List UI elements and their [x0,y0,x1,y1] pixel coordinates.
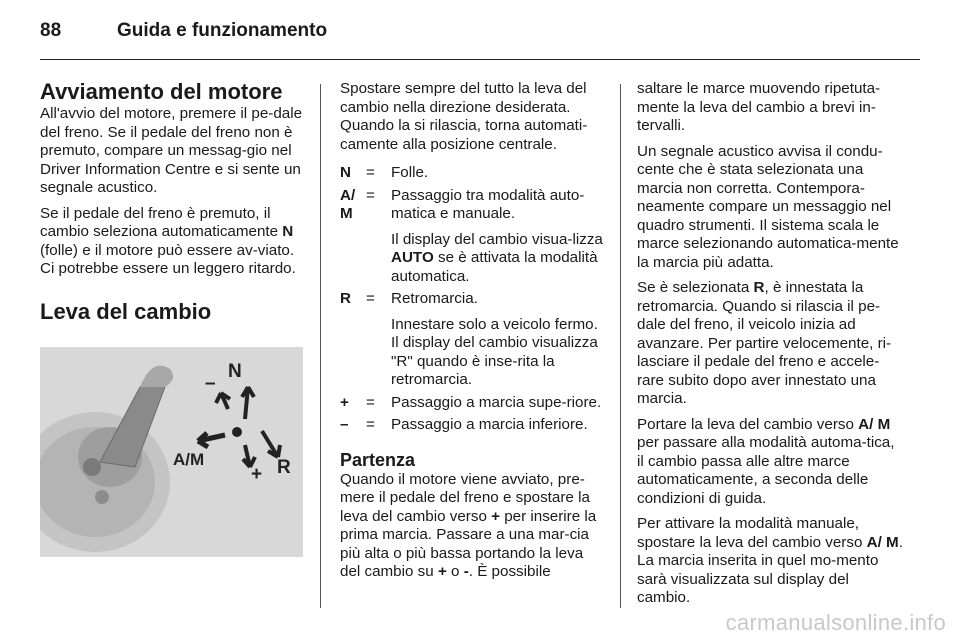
term: + [340,393,349,411]
description: Passaggio tra modalità auto-matica e manuale. [391,186,585,222]
definition-row [340,416,604,435]
paragraph-move-lever: Spostare sempre del tutto la leva del cambio nella direzione desiderata. Quando la si rilascia, torna automati-camente alla posizione centrale. [340,80,588,153]
heading-start: Partenza [340,449,416,470]
section-title: Guida e funzionamento [117,20,328,41]
definition-row [340,394,604,413]
definition-sub: Il display del cambio visua-lizza AUTO se è attivata la modalità automatica. [391,230,603,285]
gear-definitions [340,164,604,435]
paragraph-automatic-mode: Portare la leva del cambio verso A/ M per passare alla modalità automa-tica, il cambio passa alle altre marce automaticamente, a seconda delle condizioni di guida. [637,415,895,507]
label-n: N [228,361,242,382]
header-rule [40,59,920,60]
description: Folle. [391,164,429,181]
paragraph-brake-pedal: All'avvio del motore, premere il pe-dale del freno. Se il pedale del freno non è premuto, compare un messag-gio nel Driver Information Centre e si sente un segnale acustico. [40,105,303,196]
gear-lever-illustration [40,347,303,557]
definition-sub: Innestare solo a veicolo fermo. Il display del cambio visualizza "R" quando è inse-rita la retromarcia. [391,315,598,388]
watermark: carmanualsonline.info [725,610,946,635]
equals: = [366,186,375,204]
term: N [340,164,351,181]
paragraph-manual-mode: Per attivare la modalità manuale, spostare la leva del cambio verso A/ M. La marcia inserita in quel mo-mento sarà visualizzata sul display del cambio. [637,515,903,606]
column-1 [40,79,305,325]
equals: = [366,164,375,181]
label-plus: + [251,464,263,485]
description: Retromarcia. [391,290,478,307]
paragraph-start: Quando il motore viene avviato, pre-mere il pedale del freno e spostare la leva del cambio verso + per inserire la prima marcia. Passare a una mar-cia più alta o più bassa portando la leva del cambio su + o -. È possibile [340,470,597,580]
column-divider-1 [320,84,321,608]
description: Passaggio a marcia inferiore. [391,416,588,433]
gear-lever-drawing [40,347,303,557]
equals: = [366,290,375,307]
paragraph-skip-gears: saltare le marce muovendo ripetuta-mente la leva del cambio a brevi in-tervalli. [637,80,881,134]
column-2 [340,80,604,589]
term: A/ M [340,186,356,222]
page-number: 88 [40,20,62,41]
term: – [340,416,349,433]
paragraph-acoustic-signal: Un segnale acustico avvisa il condu-cente che è stata selezionata una marcia non corretta. Contempora-neamente compare un messaggio nel quadro strumenti. Il sistema scala le marce selezionando automatica-mente la marcia più adatta. [637,142,899,271]
label-minus: – [205,373,216,394]
heading-gear-lever: Leva del cambio [40,298,212,324]
description: Passaggio a marcia supe-riore. [391,393,602,411]
term: R [340,290,351,307]
equals: = [366,416,375,433]
column-3 [637,80,903,615]
definition-row [340,290,604,309]
label-am: A/M [173,450,205,469]
heading-engine-start: Avviamento del motore [40,79,283,104]
equals: = [366,393,375,411]
column-divider-2 [620,84,621,608]
paragraph-neutral: Se il pedale del freno è premuto, il cambio seleziona automaticamente N (folle) e il motore può essere av-viato. Ci potrebbe essere un leggero ritardo. [40,204,296,277]
definition-row [340,187,604,224]
paragraph-reverse: Se è selezionata R, è innestata la retromarcia. Quando si rilascia il pe-dale del freno, il veicolo inizia ad avanzare. Per partire velocemente, ri-lasciare il pedale del freno e accele-rare subito dopo aver innestato una marcia. [637,279,892,407]
definition-row [340,164,604,183]
label-r: R [277,457,291,478]
